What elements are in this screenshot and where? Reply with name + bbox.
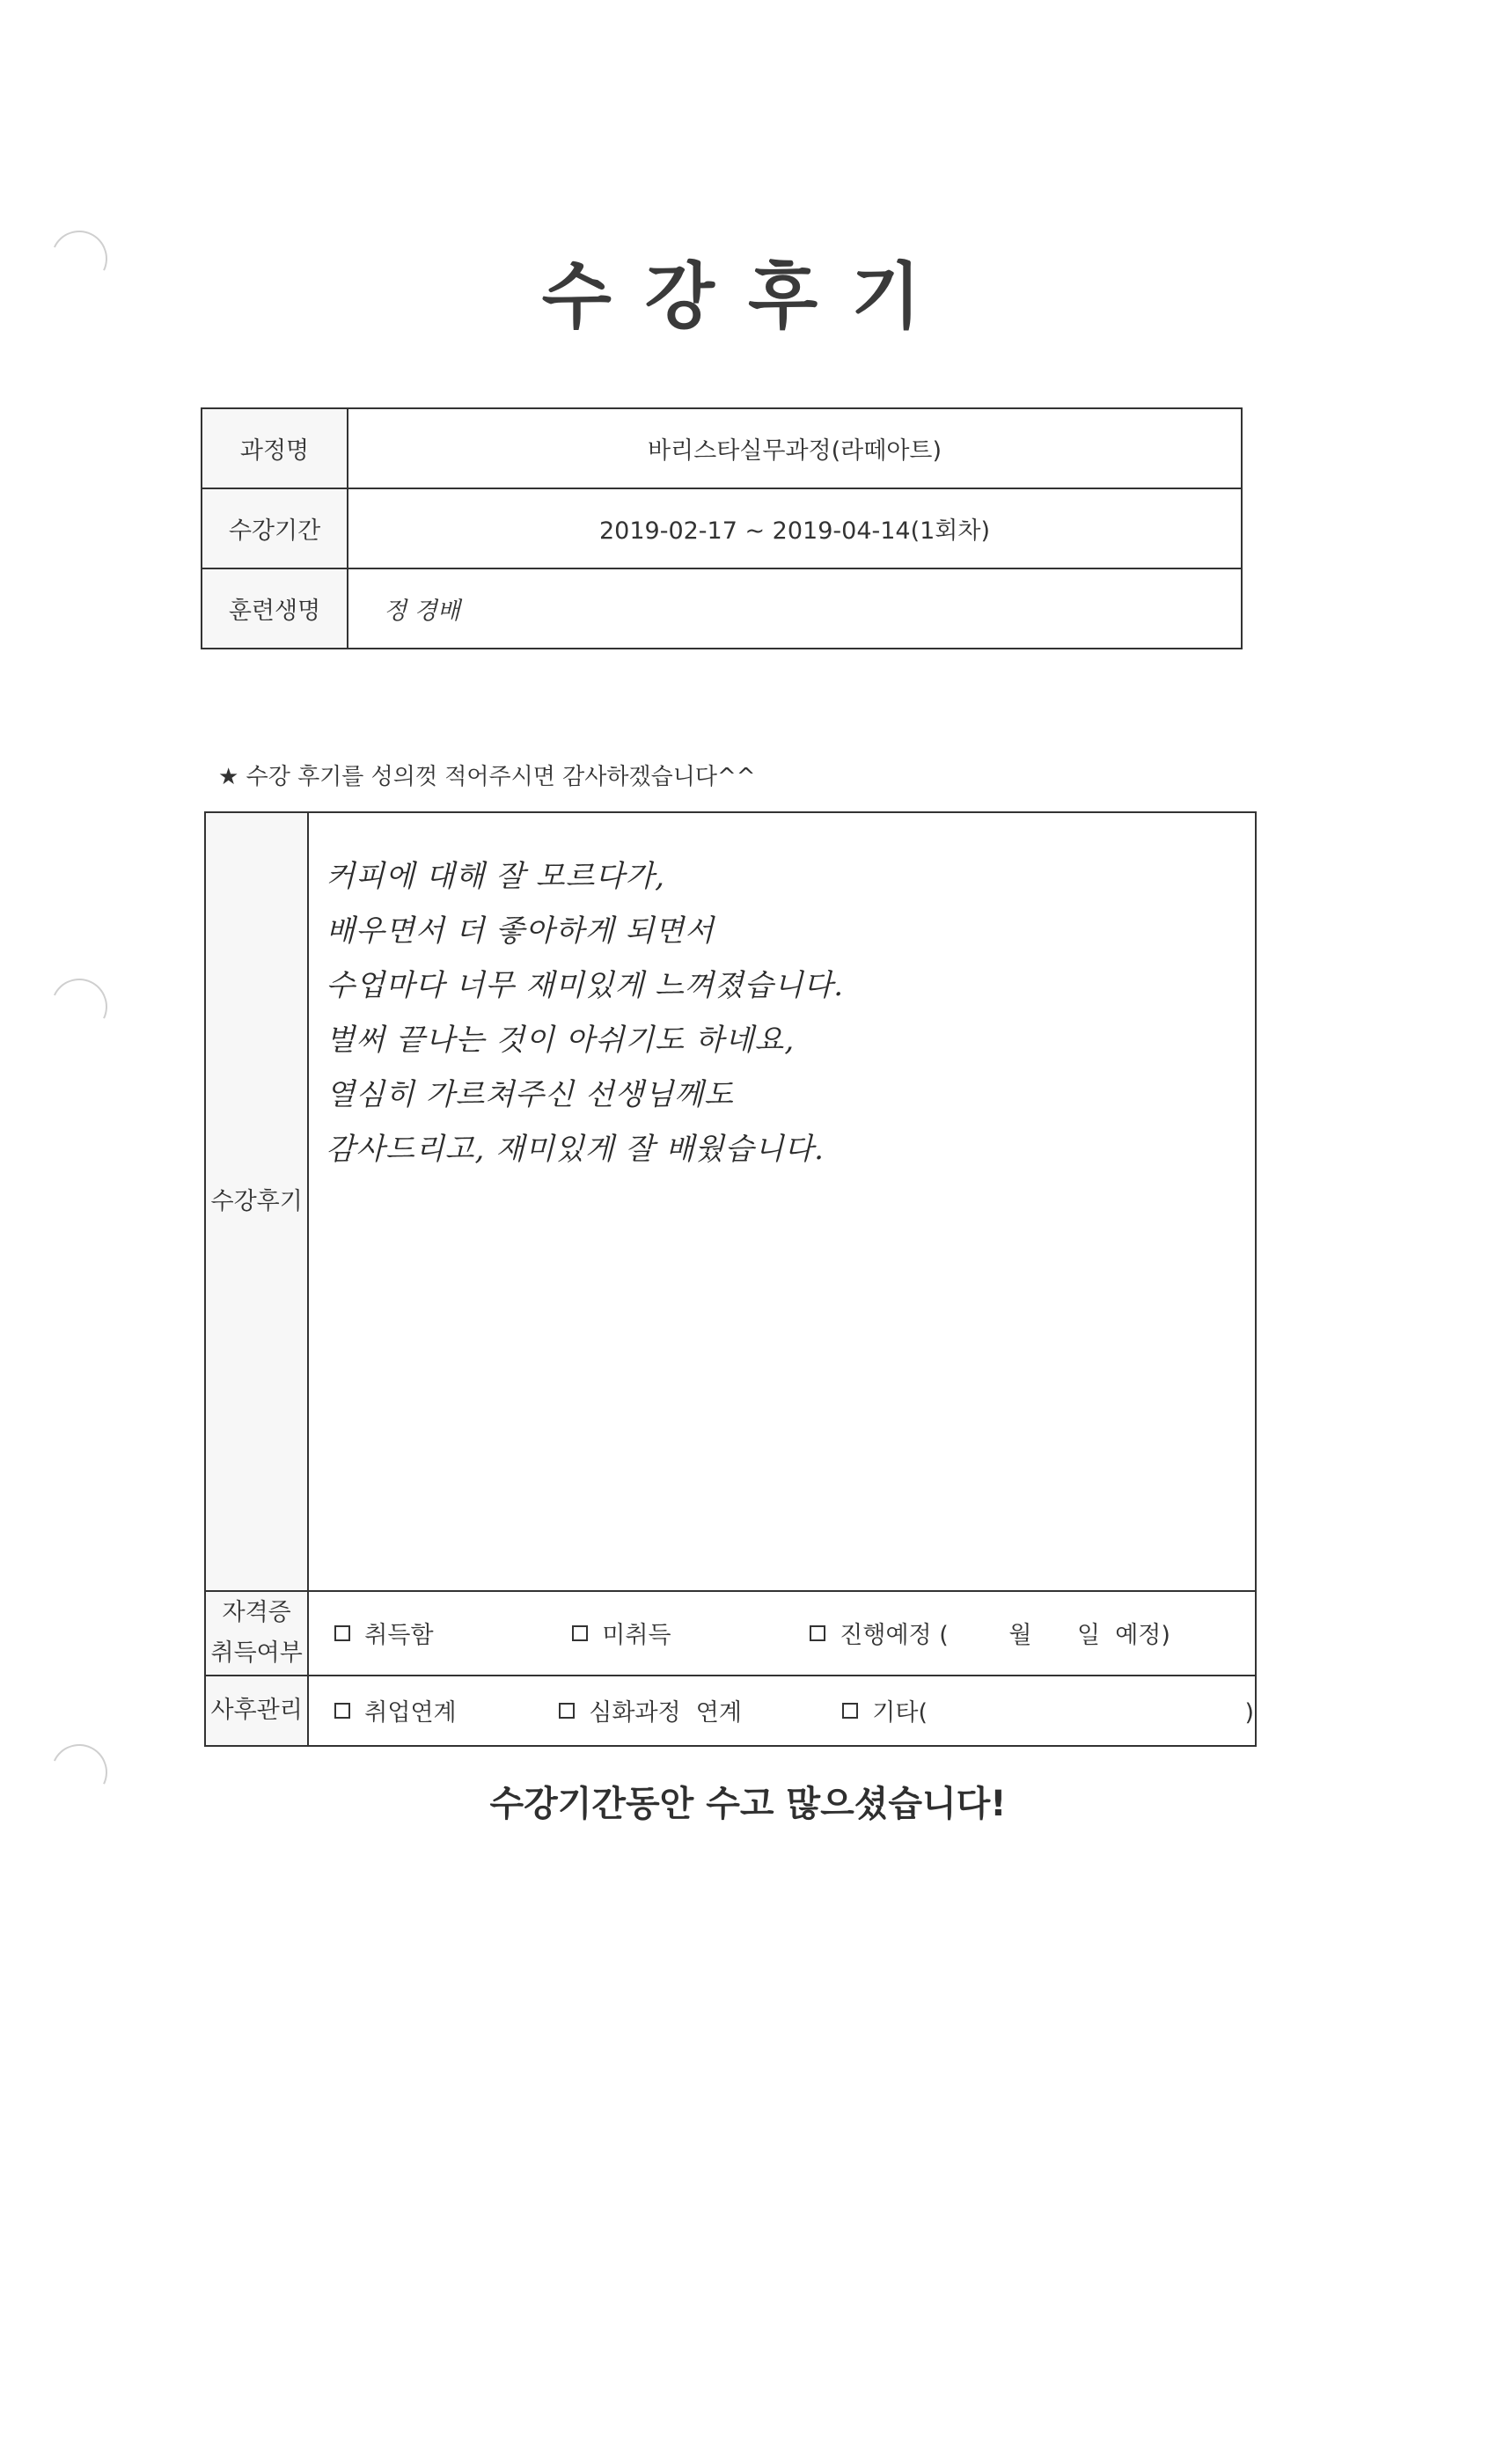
cert-option-not-acquired[interactable] bbox=[572, 1616, 810, 1650]
after-option-job[interactable] bbox=[334, 1693, 559, 1727]
instruction-note: ★ 수강 후기를 성의껏 적어주시면 감사하겠습니다^^ bbox=[218, 764, 756, 790]
review-table bbox=[204, 811, 1257, 1747]
course-label: 과정명 bbox=[202, 408, 348, 488]
after-option-other-label: 기타( ) bbox=[872, 1699, 1254, 1727]
page-title: 수강후기 bbox=[541, 255, 955, 339]
review-line: 수업마다 너무 재미있게 느껴졌습니다. bbox=[326, 968, 845, 1003]
cert-label-line2: 취득여부 bbox=[210, 1639, 303, 1667]
trainee-signature: 정 경배 bbox=[348, 568, 1242, 649]
after-row bbox=[205, 1676, 1256, 1746]
checkbox-icon[interactable] bbox=[334, 1703, 350, 1719]
trainee-row bbox=[202, 568, 1242, 649]
review-line: 벌써 끝나는 것이 아쉬기도 하네요, bbox=[326, 1023, 796, 1058]
checkbox-icon[interactable] bbox=[559, 1703, 575, 1719]
cert-label-line1: 자격증 bbox=[222, 1599, 291, 1626]
cert-option-acquired-label: 취득함 bbox=[364, 1622, 434, 1650]
checkbox-icon[interactable] bbox=[810, 1625, 825, 1641]
review-label: 수강후기 bbox=[205, 812, 308, 1591]
cert-option-acquired[interactable] bbox=[334, 1616, 572, 1650]
period-value: 2019-02-17 ~ 2019-04-14(1회차) bbox=[348, 488, 1242, 568]
checkbox-icon[interactable] bbox=[842, 1703, 858, 1719]
trainee-label: 훈련생명 bbox=[202, 568, 348, 649]
course-value: 바리스타실무과정(라떼아트) bbox=[348, 408, 1242, 488]
after-options bbox=[308, 1676, 1256, 1746]
cert-options bbox=[308, 1591, 1256, 1676]
review-line: 감사드리고, 재미있게 잘 배웠습니다. bbox=[326, 1132, 825, 1167]
punch-hole-middle bbox=[43, 971, 115, 1043]
after-option-advanced-label: 심화과정 연계 bbox=[589, 1699, 742, 1727]
review-row bbox=[205, 812, 1256, 1591]
handwritten-review bbox=[310, 814, 1254, 1588]
after-option-advanced[interactable] bbox=[559, 1693, 842, 1727]
course-row bbox=[202, 408, 1242, 488]
course-info-table bbox=[201, 407, 1243, 649]
checkbox-icon[interactable] bbox=[572, 1625, 588, 1641]
period-label: 수강기간 bbox=[202, 488, 348, 568]
after-option-job-label: 취업연계 bbox=[364, 1699, 457, 1727]
review-line: 배우면서 더 좋아하게 되면서 bbox=[326, 913, 715, 949]
cert-label bbox=[205, 1591, 308, 1676]
closing-message: 수강기간동안 수고 많으셨습니다! bbox=[489, 1784, 1007, 1824]
after-label: 사후관리 bbox=[205, 1676, 308, 1746]
checkbox-icon[interactable] bbox=[334, 1625, 350, 1641]
review-line: 열심히 가르쳐주신 선생님께도 bbox=[326, 1077, 734, 1112]
period-row bbox=[202, 488, 1242, 568]
cert-option-in-progress[interactable] bbox=[810, 1616, 1170, 1650]
handwritten-lines bbox=[326, 849, 844, 1177]
cert-row bbox=[205, 1591, 1256, 1676]
review-body bbox=[308, 812, 1256, 1591]
cert-option-in-progress-label: 진행예정 ( 월 일 예정) bbox=[840, 1622, 1170, 1650]
cert-option-not-acquired-label: 미취득 bbox=[602, 1622, 671, 1650]
after-option-other[interactable] bbox=[842, 1693, 1254, 1727]
review-line: 커피에 대해 잘 모르다가, bbox=[326, 859, 665, 894]
